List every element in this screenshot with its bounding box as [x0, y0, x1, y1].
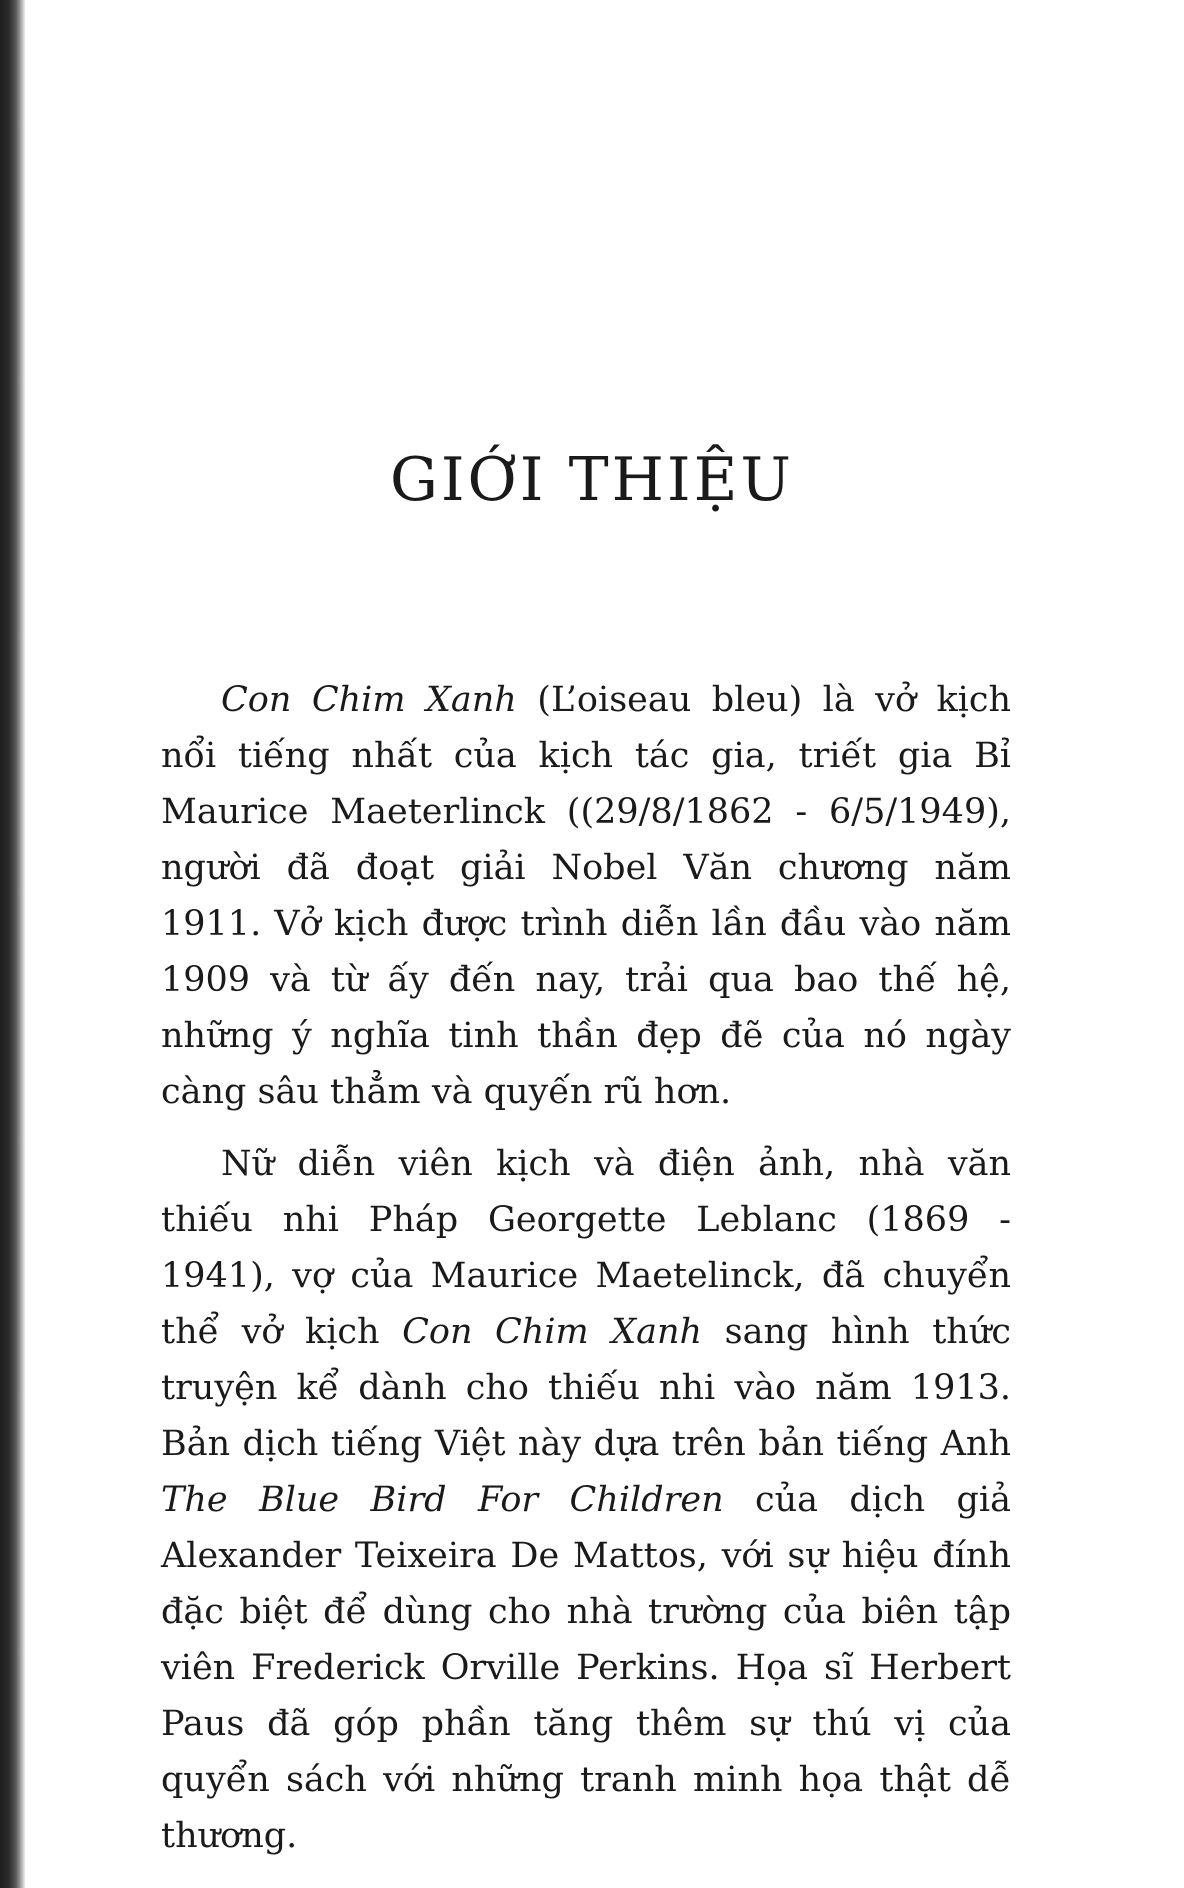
text-run: sang hình thức truyện kể dành cho thiếu nhi vào năm 1913. Bản dịch tiếng Việt này dựa trên bản tiếng Anh	[161, 1312, 1011, 1464]
text-run: của dịch giả Alexander Teixeira De Mattos, với sự hiệu đính đặc biệt để dùng cho nhà trường của biên tập viên Frederick Orville Perkins. Họa sĩ Herbert Paus đã góp phần tăng thêm sự thú vị của quyển sách với những tranh minh họa thật dễ thương.	[161, 1480, 1011, 1856]
text-run: Nữ diễn viên kịch và điện ảnh, nhà văn thiếu nhi Pháp Georgette Leblanc (1869 - 1941), vợ của Maurice Maetelinck, đã chuyển thể vở kịch	[161, 1144, 1011, 1352]
italic-run: Con Chim Xanh	[221, 680, 517, 720]
page-title: GIỚI THIỆU	[389, 445, 794, 515]
italic-run: The Blue Bird For Children	[161, 1480, 724, 1520]
book-spine-edge	[0, 0, 26, 1888]
paragraph	[161, 672, 1011, 1120]
text-run: (L’oiseau bleu) là vở kịch nổi tiếng nhất của kịch tác gia, triết gia Bỉ Maurice Maeterlinck ((29/8/1862 - 6/5/1949), người đã đoạt giải Nobel Văn chương năm 1911. Vở kịch được trình diễn lần đầu vào năm 1909 và từ ấy đến nay, trải qua bao thế hệ, những ý nghĩa tinh thần đẹp đẽ của nó ngày càng sâu thẳm và quyến rũ hơn.	[161, 680, 1011, 1112]
introduction-body	[161, 672, 1011, 1880]
paragraph	[161, 1136, 1011, 1864]
italic-run: Con Chim Xanh	[402, 1312, 703, 1352]
